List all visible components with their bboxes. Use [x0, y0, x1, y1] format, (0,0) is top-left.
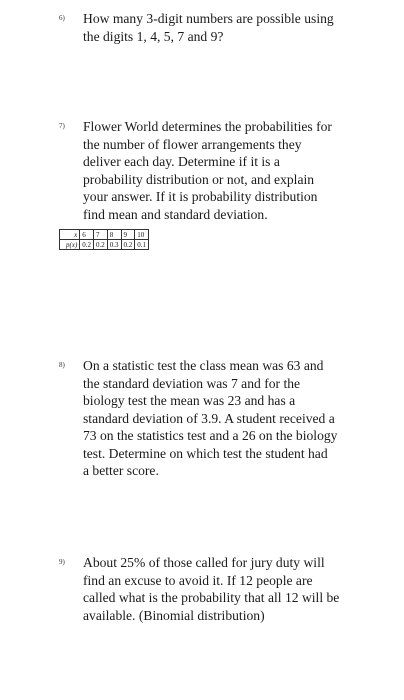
table-cell: 0.2: [94, 240, 108, 250]
question-6: [59, 10, 379, 45]
text-line: the standard deviation was 7 and for the: [83, 375, 301, 391]
text-line: probability distribution or not, and explain: [83, 171, 315, 187]
text-line: the digits 1, 4, 5, 7 and 9?: [83, 28, 224, 44]
text-line: biology test the mean was 23 and has a: [83, 393, 296, 408]
table-cell: 0.1: [135, 240, 149, 250]
question-text: [83, 554, 379, 624]
question-text: [83, 118, 379, 223]
question-9: [59, 554, 379, 624]
table-cell: 9: [121, 230, 135, 240]
text-line: called what is the probability that all 12 will be: [83, 590, 340, 605]
table-cell: 6: [80, 230, 94, 240]
text-line: deliver each day. Determine if it is a: [83, 154, 280, 169]
question-text: [83, 357, 379, 480]
question-number: 8): [59, 361, 65, 369]
table-cell: 0.3: [107, 240, 121, 250]
question-number: 9): [59, 558, 65, 566]
question-number: 6): [59, 14, 65, 22]
question-8: [59, 357, 379, 480]
text-line: find an excuse to avoid it. If 12 people are: [83, 572, 313, 588]
text-line: available. (Binomial distribution): [83, 607, 265, 623]
text-line: a better score.: [83, 463, 159, 478]
table-cell: 0.2: [121, 240, 135, 250]
table-cell: 8: [107, 230, 121, 240]
table-cell: 7: [94, 230, 108, 240]
question-7: [59, 118, 379, 223]
table-header-p: p(x): [60, 240, 80, 250]
text-line: How many 3-digit numbers are possible using: [83, 11, 334, 26]
table-row-p: [60, 240, 149, 250]
text-line: 73 on the statistics test and a 26 on the biology: [83, 428, 338, 443]
text-line: your answer. If it is probability distribution: [83, 189, 318, 204]
text-line: the number of flower arrangements they: [83, 136, 302, 152]
table-cell: 0.2: [80, 240, 94, 250]
probability-distribution-table: [59, 229, 149, 250]
text-line: test. Determine on which test the student had: [83, 445, 328, 461]
question-text: [83, 10, 379, 45]
text-line: About 25% of those called for jury duty will: [83, 555, 325, 570]
text-line: On a statistic test the class mean was 63 and: [83, 358, 324, 373]
text-line: standard deviation of 3.9. A student received a: [83, 410, 335, 426]
table-header-x: x: [60, 230, 80, 240]
text-line: find mean and standard deviation.: [83, 206, 268, 222]
question-number: 7): [59, 122, 65, 130]
table-cell: 10: [135, 230, 149, 240]
text-line: Flower World determines the probabilities for: [83, 119, 332, 134]
table-row-x: [60, 230, 149, 240]
